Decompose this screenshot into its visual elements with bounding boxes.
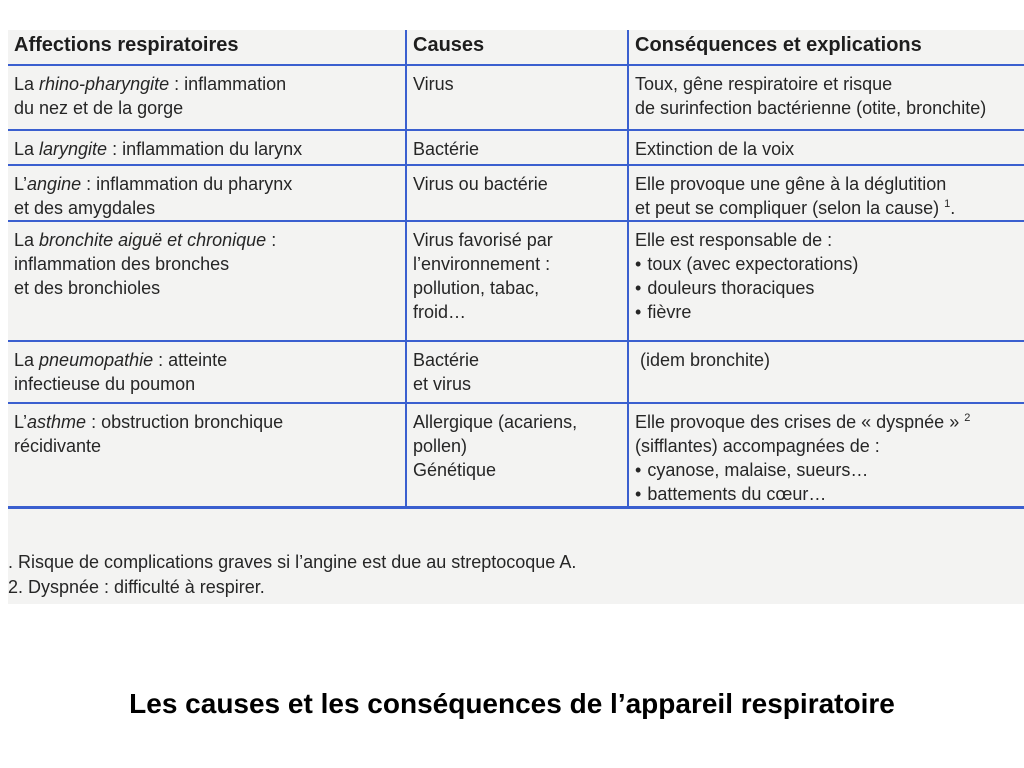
table-row xyxy=(8,403,1024,508)
table-header-row xyxy=(8,30,1024,65)
cell-line: du nez et de la gorge xyxy=(14,98,184,118)
cell-line: La pneumopathie : atteinte xyxy=(14,350,228,370)
cell-cause xyxy=(406,65,628,130)
column-header-causes: Causes xyxy=(406,30,628,65)
cell-cause xyxy=(406,165,628,221)
cell-line: (idem bronchite) xyxy=(635,350,771,370)
bullet-item: • battements du cœur… xyxy=(635,482,1018,506)
table-row xyxy=(8,341,1024,403)
table-row xyxy=(8,165,1024,221)
cell-line: La laryngite : inflammation du larynx xyxy=(14,139,303,159)
cell-line: de surinfection bactérienne (otite, bronchite) xyxy=(635,98,987,118)
cell-cause xyxy=(406,221,628,341)
cell-line: La rhino-pharyngite : inflammation xyxy=(14,74,287,94)
cell-consequence xyxy=(628,65,1024,130)
column-header-affections: Affections respiratoires xyxy=(8,30,406,65)
table-row xyxy=(8,65,1024,130)
cell-cause xyxy=(406,130,628,165)
cell-consequence xyxy=(628,221,1024,341)
cell-line: et virus xyxy=(413,374,472,394)
bullet-item: • fièvre xyxy=(635,300,1018,324)
cell-line: récidivante xyxy=(14,436,102,456)
cell-line: Bactérie xyxy=(413,139,480,159)
cell-line: pollen) xyxy=(413,436,468,456)
respiratory-diseases-table xyxy=(8,30,1024,509)
cell-affection xyxy=(8,221,406,341)
cell-cause xyxy=(406,341,628,403)
footnote-1: . Risque de complications graves si l’angine est due au streptocoque A. xyxy=(8,552,577,572)
bullet-item: • douleurs thoraciques xyxy=(635,276,1018,300)
cell-line: et des bronchioles xyxy=(14,278,161,298)
table-row xyxy=(8,130,1024,165)
cell-line: Génétique xyxy=(413,460,497,480)
cell-line: Elle est responsable de : xyxy=(635,230,833,250)
bullet-list xyxy=(635,458,1018,506)
bullet-item: • cyanose, malaise, sueurs… xyxy=(635,458,1018,482)
cell-cause xyxy=(406,403,628,508)
table-row xyxy=(8,221,1024,341)
table-body xyxy=(8,65,1024,508)
cell-line: Elle provoque des crises de « dyspnée » $^2$ xyxy=(635,412,971,432)
cell-consequence xyxy=(628,130,1024,165)
cell-line: l’environnement : xyxy=(413,254,551,274)
bullet-list xyxy=(635,252,1018,324)
cell-affection xyxy=(8,165,406,221)
footnotes xyxy=(8,550,1018,600)
footnote-2: 2. Dyspnée : difficulté à respirer. xyxy=(8,577,265,597)
cell-consequence xyxy=(628,165,1024,221)
cell-consequence xyxy=(628,403,1024,508)
cell-line: Bactérie xyxy=(413,350,480,370)
cell-line: pollution, tabac, xyxy=(413,278,540,298)
cell-affection xyxy=(8,341,406,403)
cell-line: Virus xyxy=(413,74,454,94)
cell-affection xyxy=(8,65,406,130)
cell-line: Toux, gêne respiratoire et risque xyxy=(635,74,893,94)
slide-caption: Les causes et les conséquences de l’appareil respiratoire xyxy=(129,688,895,719)
cell-line: et des amygdales xyxy=(14,198,156,218)
cell-line: L’angine : inflammation du pharynx xyxy=(14,174,293,194)
cell-line: Virus favorisé par xyxy=(413,230,553,250)
column-header-consequences: Conséquences et explications xyxy=(628,30,1024,65)
cell-line: Virus ou bactérie xyxy=(413,174,548,194)
cell-line: inflammation des bronches xyxy=(14,254,230,274)
cell-line: L’asthme : obstruction bronchique xyxy=(14,412,284,432)
cell-line: infectieuse du poumon xyxy=(14,374,196,394)
cell-consequence xyxy=(628,341,1024,403)
scanned-table-image xyxy=(8,30,1024,604)
cell-affection xyxy=(8,130,406,165)
cell-line: (sifflantes) accompagnées de : xyxy=(635,436,880,456)
cell-line: La bronchite aiguë et chronique : xyxy=(14,230,277,250)
cell-line: Extinction de la voix xyxy=(635,139,795,159)
cell-line: et peut se compliquer (selon la cause) $^1$. xyxy=(635,198,956,218)
cell-affection xyxy=(8,403,406,508)
cell-line: Allergique (acariens, xyxy=(413,412,578,432)
bullet-item: • toux (avec expectorations) xyxy=(635,252,1018,276)
cell-line: Elle provoque une gêne à la déglutition xyxy=(635,174,947,194)
cell-line: froid… xyxy=(413,302,467,322)
